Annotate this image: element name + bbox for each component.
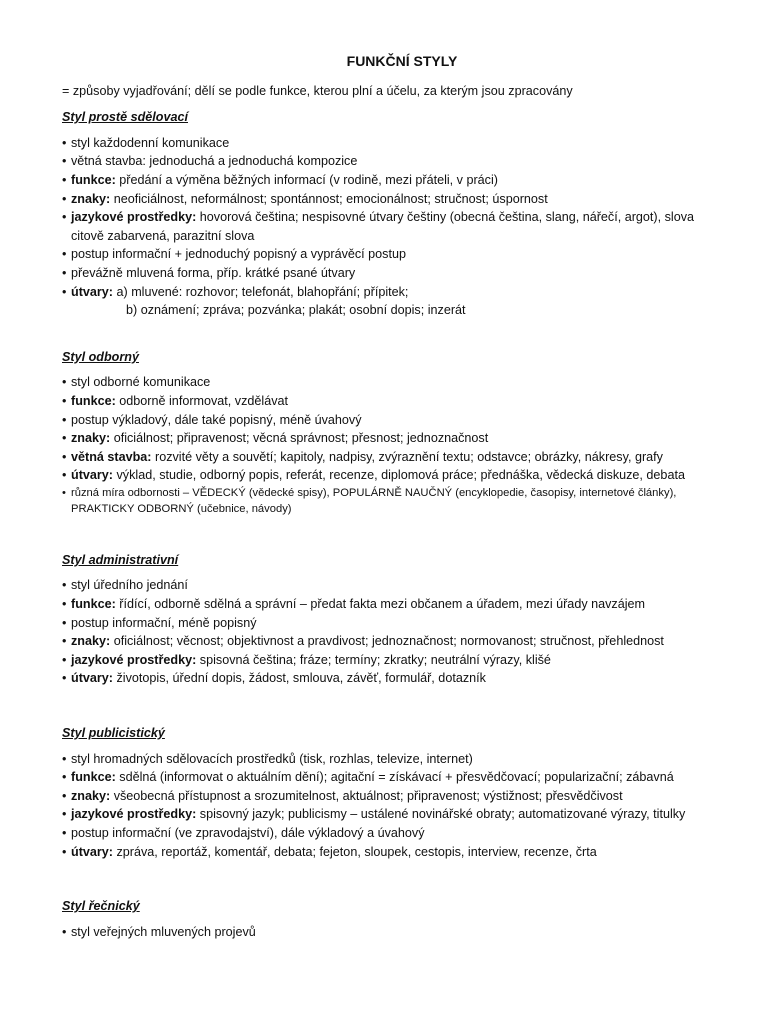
item-text: různá míra odbornosti – VĚDECKÝ (vědecké spisy), POPULÁRNĚ NAUČNÝ (encyklopedie, časopisy, internetové články), PRAKTICKY ODBORNÝ (učebnice, návody) xyxy=(71,486,677,515)
item-text: spisovný jazyk; publicismy – ustálené novinářské obraty; automatizované výrazy, titulky xyxy=(196,807,686,822)
list-item xyxy=(62,208,722,245)
list-item xyxy=(62,843,722,862)
item-text: odborně informovat, vzdělávat xyxy=(115,393,289,408)
item-text: sdělná (informovat o aktuálním dění); agitační = získávací + přesvědčovací; popularizační; zábavná xyxy=(115,770,674,785)
list-item xyxy=(62,651,722,670)
list-item xyxy=(62,595,722,614)
bullet-icon: • xyxy=(62,807,67,822)
section xyxy=(62,724,722,861)
section-heading: Styl odborný xyxy=(62,349,139,364)
list-item xyxy=(62,466,722,485)
item-text: všeobecná přístupnost a srozumitelnost, aktuálnost; připravenost; výstižnost; přesvědčivost xyxy=(110,788,623,803)
item-text: styl úředního jednání xyxy=(71,578,188,593)
item-text: styl veřejných mluvených projevů xyxy=(71,924,256,939)
bullet-icon: • xyxy=(62,652,67,667)
item-text: hovorová čeština; nespisovné útvary češtiny (obecná čeština, slang, nářečí, argot), slova citově zabarvená, parazitní slova xyxy=(71,210,695,243)
item-text: neoficiálnost, neformálnost; spontánnost; emocionálnost; stručnost; úspornost xyxy=(110,191,548,206)
bullet-list xyxy=(62,576,722,688)
bullet-icon: • xyxy=(62,788,67,803)
bullet-icon: • xyxy=(62,284,67,299)
item-text: životopis, úřední dopis, žádost, smlouva, závěť, formulář, dotazník xyxy=(113,671,486,686)
item-label: funkce: xyxy=(71,770,116,785)
bullet-icon: • xyxy=(62,412,67,427)
item-label: funkce: xyxy=(71,597,116,612)
bullet-icon: • xyxy=(62,135,67,150)
item-label: útvary: xyxy=(71,468,113,483)
list-item xyxy=(62,824,722,843)
item-text: předání a výměna běžných informací (v rodině, mezi přáteli, v práci) xyxy=(115,172,498,187)
section xyxy=(62,551,722,688)
item-text: oficiálnost; připravenost; věcná správnost; přesnost; jednoznačnost xyxy=(110,431,489,446)
bullet-icon: • xyxy=(62,671,67,686)
bullet-icon: • xyxy=(62,615,67,630)
section-spacer xyxy=(62,688,722,724)
item-text: styl hromadných sdělovacích prostředků (tisk, rozhlas, televize, internet) xyxy=(71,751,473,766)
bullet-icon: • xyxy=(62,154,67,169)
item-text: oficiálnost; věcnost; objektivnost a pravdivost; jednoznačnost; normovanost; stručnost, přehlednost xyxy=(110,634,664,649)
item-label: útvary: xyxy=(71,671,113,686)
bullet-list xyxy=(62,923,722,942)
list-item xyxy=(62,768,722,787)
bullet-icon: • xyxy=(62,172,67,187)
list-item xyxy=(62,750,722,769)
list-item xyxy=(62,152,722,171)
bullet-icon: • xyxy=(62,770,67,785)
list-item xyxy=(62,614,722,633)
section-heading: Styl publicistický xyxy=(62,726,165,741)
list-item xyxy=(62,448,722,467)
list-item xyxy=(62,787,722,806)
bullet-icon: • xyxy=(62,247,67,262)
bullet-icon: • xyxy=(62,431,67,446)
section-spacer xyxy=(62,861,722,897)
section-heading: Styl řečnický xyxy=(62,899,140,914)
item-label: jazykové prostředky: xyxy=(71,807,197,822)
list-item xyxy=(62,576,722,595)
list-item xyxy=(62,264,722,283)
item-label: znaky: xyxy=(71,431,111,446)
section-spacer xyxy=(62,320,722,348)
item-text: spisovná čeština; fráze; termíny; zkratky; neutrální výrazy, klišé xyxy=(196,652,551,667)
item-text: styl odborné komunikace xyxy=(71,375,211,390)
item-text: postup informační + jednoduchý popisný a vyprávěcí postup xyxy=(71,247,406,262)
bullet-list xyxy=(62,373,722,517)
item-text: větná stavba: jednoduchá a jednoduchá kompozice xyxy=(71,154,358,169)
section xyxy=(62,897,722,941)
item-label: útvary: xyxy=(71,284,113,299)
list-item xyxy=(62,669,722,688)
list-item xyxy=(62,805,722,824)
list-item xyxy=(62,411,722,430)
bullet-icon: • xyxy=(62,634,67,649)
list-item xyxy=(62,171,722,190)
list-item xyxy=(62,485,722,517)
bullet-icon: • xyxy=(62,265,67,280)
item-text: výklad, studie, odborný popis, referát, recenze, diplomová práce; přednáška, vědecká diskuze, debata xyxy=(113,468,685,483)
section-spacer xyxy=(62,517,722,551)
bullet-icon: • xyxy=(62,375,67,390)
bullet-list xyxy=(62,134,722,320)
bullet-icon: • xyxy=(62,468,67,483)
bullet-icon: • xyxy=(62,191,67,206)
list-item xyxy=(62,283,722,320)
bullet-icon: • xyxy=(62,578,67,593)
item-label: útvary: xyxy=(71,844,113,859)
section-heading: Styl prostě sdělovací xyxy=(62,110,188,125)
item-text: rozvité věty a souvětí; kapitoly, nadpisy, zvýraznění textu; odstavce; obrázky, nákresy, grafy xyxy=(151,449,663,464)
bullet-icon: • xyxy=(62,210,67,225)
list-item xyxy=(62,429,722,448)
section-heading: Styl administrativní xyxy=(62,552,179,567)
list-item xyxy=(62,245,722,264)
item-label: jazykové prostředky: xyxy=(71,210,197,225)
item-text: zpráva, reportáž, komentář, debata; fejeton, sloupek, cestopis, interview, recenze, črta xyxy=(113,844,597,859)
list-item xyxy=(62,134,722,153)
item-label: znaky: xyxy=(71,634,111,649)
intro-definition: = způsoby vyjadřování; dělí se podle funkce, kterou plní a účelu, za kterým jsou zpracovány xyxy=(62,83,573,98)
list-item xyxy=(62,923,722,942)
page-title: FUNKČNÍ STYLY xyxy=(346,53,458,69)
list-item xyxy=(62,190,722,209)
list-item xyxy=(62,632,722,651)
item-text: řídící, odborně sdělná a správní – předat fakta mezi občanem a úřadem, mezi úřady navzájem xyxy=(115,597,646,612)
bullet-icon: • xyxy=(62,393,67,408)
bullet-icon: • xyxy=(62,751,67,766)
item-text: postup výkladový, dále také popisný, méně úvahový xyxy=(71,412,362,427)
item-label: znaky: xyxy=(71,788,111,803)
item-text: převážně mluvená forma, příp. krátké psané útvary xyxy=(71,265,356,280)
item-label: znaky: xyxy=(71,191,111,206)
list-item xyxy=(62,373,722,392)
sections-container xyxy=(62,108,722,941)
bullet-icon: • xyxy=(62,486,66,499)
section xyxy=(62,108,722,320)
item-label: větná stavba: xyxy=(71,449,152,464)
document-page xyxy=(62,52,722,941)
item-label: funkce: xyxy=(71,393,116,408)
item-text: a) mluvené: rozhovor; telefonát, blahopřání; přípitek; xyxy=(113,284,409,299)
bullet-icon: • xyxy=(62,924,67,939)
item-label: funkce: xyxy=(71,172,116,187)
item-text: styl každodenní komunikace xyxy=(71,135,230,150)
bullet-icon: • xyxy=(62,826,67,840)
list-item xyxy=(62,392,722,411)
item-text: postup informační (ve zpravodajství), dále výkladový a úvahový xyxy=(71,826,425,840)
bullet-icon: • xyxy=(62,844,67,859)
item-text: postup informační, méně popisný xyxy=(71,615,257,630)
item-continuation: b) oznámení; zpráva; pozvánka; plakát; osobní dopis; inzerát xyxy=(126,303,466,318)
item-label: jazykové prostředky: xyxy=(71,652,197,667)
section xyxy=(62,348,722,517)
bullet-icon: • xyxy=(62,449,67,464)
bullet-icon: • xyxy=(62,597,67,612)
bullet-list xyxy=(62,750,722,862)
